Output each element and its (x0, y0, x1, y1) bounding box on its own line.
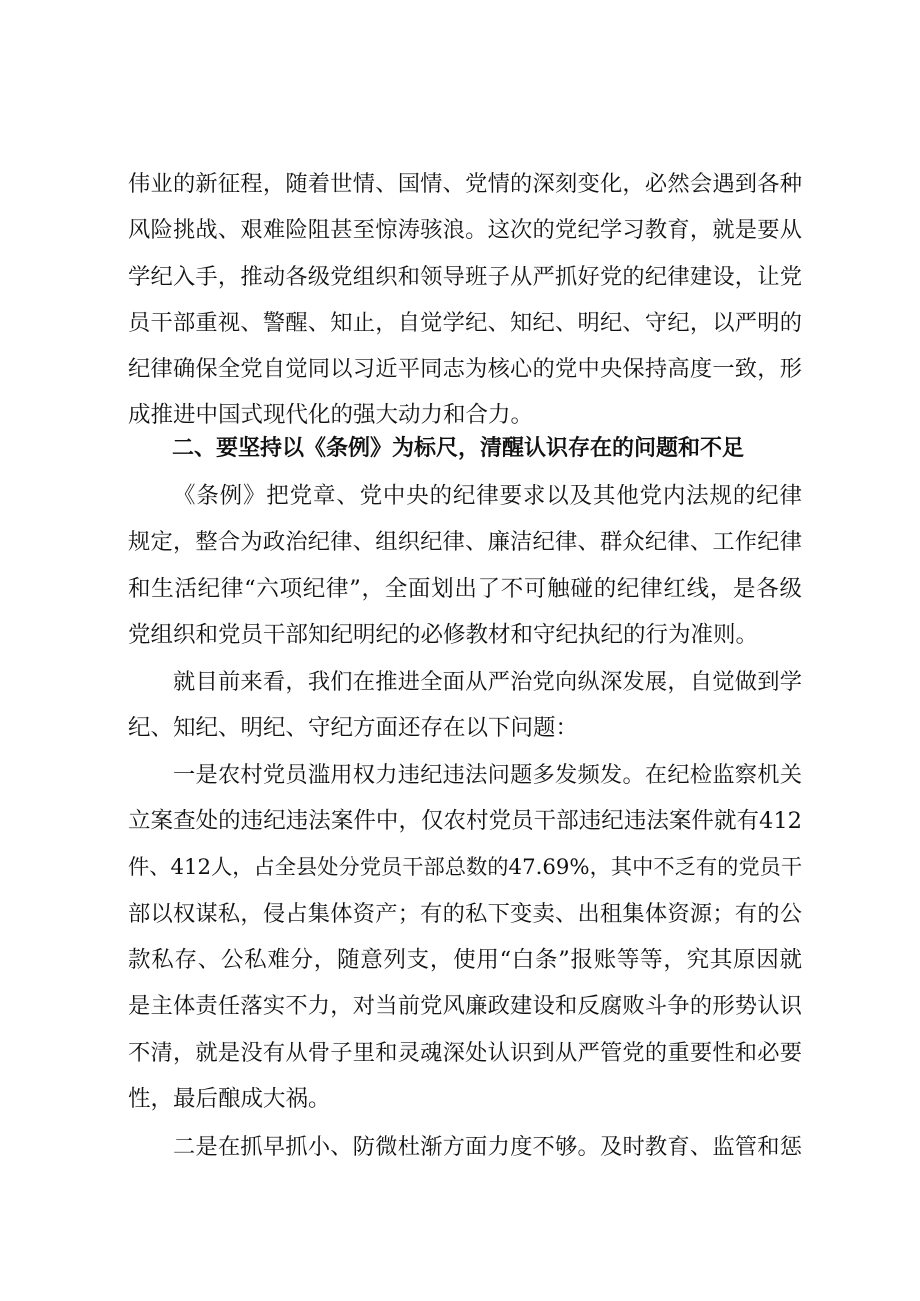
text-line: 员干部重视、警醒、知止，自觉学纪、知纪、明纪、守纪，以严明的 (128, 309, 802, 336)
text-line: 部以权谋私，侵占集体资产；有的私下变卖、出租集体资源；有的公 (128, 900, 802, 927)
text-line: 《条例》把党章、党中央的纪律要求以及其他党内法规的纪律 (173, 483, 802, 509)
text-line: 件、412人，占全县处分党员干部总数的47.69%，其中不乏有的党员干 (128, 854, 803, 880)
text-line: 伟业的新征程，随着世情、国情、党情的深刻变化，必然会遇到各种 (128, 171, 802, 197)
text-line: 是主体责任落实不力，对当前党风廉政建设和反腐败斗争的形势认识 (128, 993, 802, 1020)
text-line: 立案查处的违纪违法案件中，仅农村党员干部违纪违法案件就有412 (128, 808, 802, 835)
text-line: 纪律确保全党自觉同以习近平同志为核心的党中央保持高度一致，形 (128, 356, 802, 383)
text-line: 性，最后酿成大祸。 (128, 1086, 331, 1113)
text-line: 风险挑战、艰难险阻甚至惊涛骇浪。这次的党纪学习教育，就是要从 (128, 217, 802, 244)
text-line: 二是在抓早抓小、防微杜渐方面力度不够。及时教育、监管和惩 (173, 1134, 802, 1160)
text-line: 和生活纪律“六项纪律”，全面划出了不可触碰的纪律红线，是各级 (128, 575, 802, 602)
text-line: 就目前来看，我们在推进全面从严治党向纵深发展，自觉做到学 (173, 669, 802, 695)
text-line: 款私存、公私难分，随意列支，使用“白条”报账等等，究其原因就 (128, 947, 802, 974)
text-line: 一是农村党员滥用权力违纪违法问题多发频发。在纪检监察机关 (173, 762, 802, 788)
section-heading: 二、要坚持以《条例》为标尺，清醒认识存在的问题和不足 (172, 436, 745, 461)
paragraph-4 (128, 752, 802, 1122)
text-line: 党组织和党员干部知纪明纪的必修教材和守纪执纪的行为准则。 (128, 621, 759, 648)
text-line: 不清，就是没有从骨子里和灵魂深处认识到从严管党的重要性和必要 (128, 1039, 802, 1066)
text-line: 成推进中国式现代化的强大动力和合力。 (128, 402, 534, 429)
paragraph-1 (128, 161, 802, 439)
paragraph-2 (128, 473, 802, 658)
text-line: 规定，整合为政治纪律、组织纪律、廉洁纪律、群众纪律、工作纪律 (128, 529, 802, 556)
paragraph-5 (128, 1124, 802, 1170)
text-line: 纪、知纪、明纪、守纪方面还存在以下问题： (128, 715, 579, 742)
text-line: 学纪入手，推动各级党组织和领导班子从严抓好党的纪律建设，让党 (128, 263, 802, 290)
paragraph-3 (128, 659, 802, 752)
